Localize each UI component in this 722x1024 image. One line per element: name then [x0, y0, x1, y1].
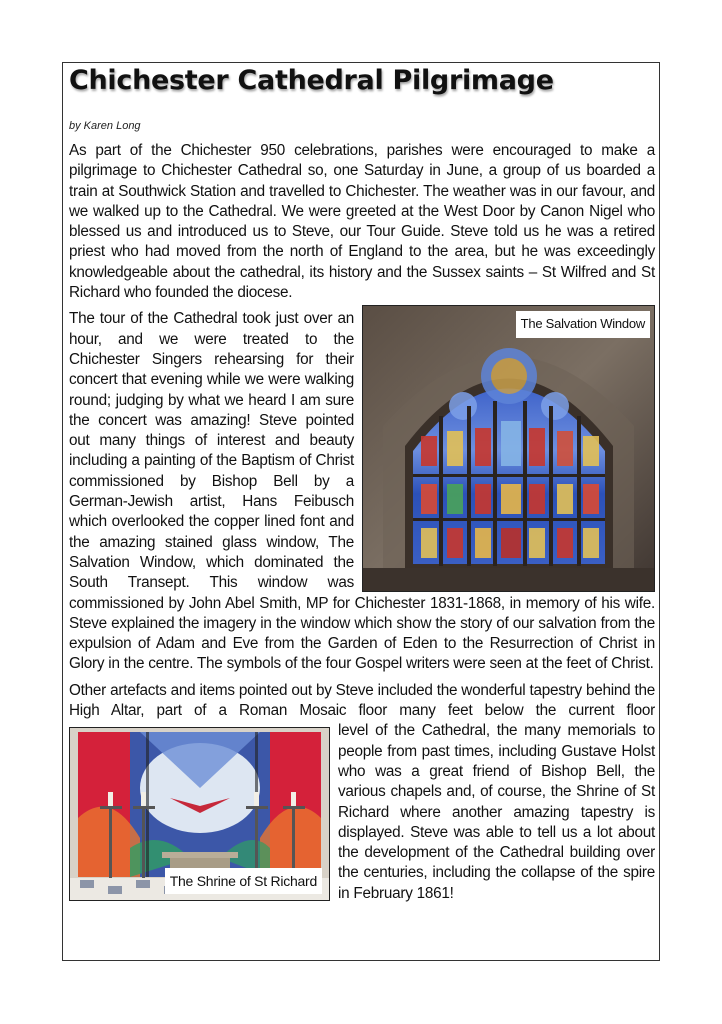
article-byline: by Karen Long — [69, 120, 141, 132]
article-page — [62, 62, 660, 961]
paragraph-2: The tour of the Cathedral took just over an hour, and we were treated to the Chichester Singers rehearsing for their concert that evening while we were walking round; judging by what we heard I am sure the concert was amazing! Steve pointed out many things of interest and beauty including a painting of the Baptism of Christ commissioned by Bishop Bell by a German-Jewish artist, Hans Feibusch which overlooked the copper lined font and the amazing stained glass window, The Salvation Window, which dominated the South Transept. This window was commissioned by John Abel Smith, MP for Chichester 1831-1868, in memory of his wife. Steve explained the imagery in the window which show the story of our salvation from the expulsion of Adam and Eve from the Garden of Eden to the Resurrection of Christ in Glory in the centre. The symbols of the four Gospel writers were seen at the feet of Christ. — [69, 310, 655, 673]
salvation-window-caption: The Salvation Window — [516, 311, 650, 337]
article-body — [69, 141, 655, 904]
article-title: Chichester Cathedral Pilgrimage — [69, 65, 554, 96]
paragraph-3-continued: level of the Cathedral, the many memorials to people from past times, including Gustave Holst who was a great friend of Bishop Bell, the various chapels and, of course, the Shrine of St Richard where another amazing tapestry is displayed. Steve was able to tell us a lot about the development of the Cathedral building over the centuries, including the collapse of the spire in February 1861! — [338, 722, 655, 902]
shrine-figure — [69, 727, 330, 901]
paragraph-3: Other artefacts and items pointed out by Steve included the wonderful tapestry behind the High Altar, part of a Roman Mosaic floor many feet below the current floor — [69, 681, 655, 720]
salvation-window-figure — [362, 305, 655, 592]
stained-glass-window-photo-icon — [363, 306, 654, 591]
paragraph-1: As part of the Chichester 950 celebrations, parishes were encouraged to make a pilgrimage to Chichester Cathedral so, one Saturday in June, a group of us boarded a train at Southwick Station and travelled to Chichester. The weather was in our favour, and we walked up to the Cathedral. We were greeted at the West Door by Canon Nigel who blessed us and introduced us to Steve, our Tour Guide. Steve told us he was a retired priest who had moved from the north of England to the area, but he was exceedingly knowledgeable about the cathedral, its history and the Sussex saints – St Wilfred and St Richard who founded the diocese. — [69, 142, 655, 302]
shrine-caption: The Shrine of St Richard — [165, 868, 322, 894]
